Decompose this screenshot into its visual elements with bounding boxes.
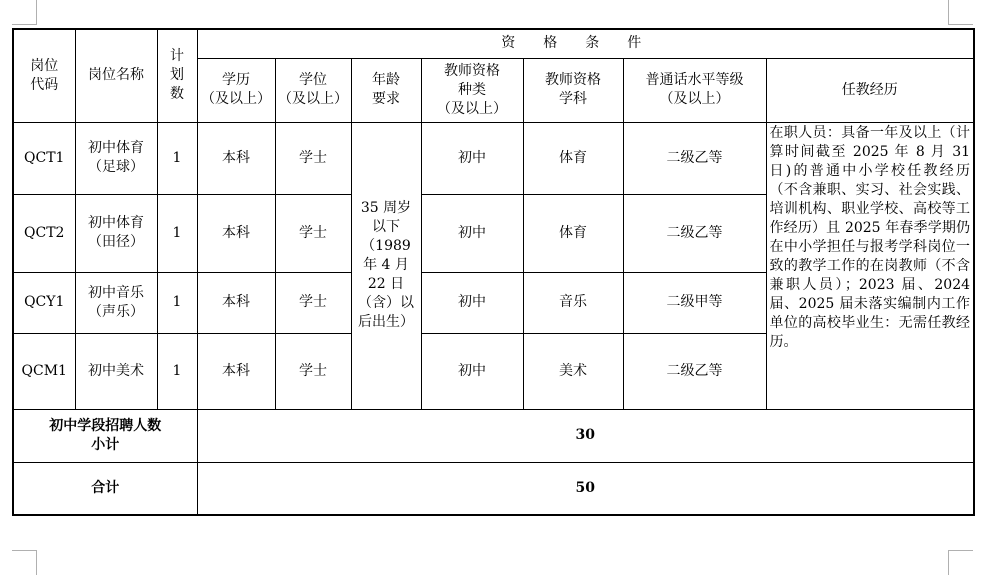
header-cert-type: 教师资格 种类 （及以上）	[421, 58, 523, 122]
crop-mark-top-left	[12, 0, 37, 25]
post-name: 初中体育 （田径）	[75, 194, 157, 272]
header-age: 年龄 要求	[351, 58, 421, 122]
post-code: QCT1	[13, 122, 75, 194]
crop-mark-top-right	[948, 0, 973, 25]
post-code: QCM1	[13, 333, 75, 409]
post-name: 初中音乐 （声乐）	[75, 272, 157, 333]
cert-subject: 体育	[523, 194, 623, 272]
cert-subject: 音乐	[523, 272, 623, 333]
cert-type: 初中	[421, 333, 523, 409]
mandarin-level: 二级乙等	[623, 194, 766, 272]
header-experience: 任教经历	[766, 58, 974, 122]
plan-count: 1	[157, 194, 197, 272]
post-code: QCY1	[13, 272, 75, 333]
header-mandarin: 普通话水平等级 （及以上）	[623, 58, 766, 122]
post-code: QCT2	[13, 194, 75, 272]
cert-type: 初中	[421, 194, 523, 272]
degree: 学士	[275, 272, 351, 333]
subtotal-label: 初中学段招聘人数 小计	[13, 409, 197, 462]
post-name: 初中体育 （足球）	[75, 122, 157, 194]
header-cert-subject: 教师资格 学科	[523, 58, 623, 122]
cert-type: 初中	[421, 272, 523, 333]
education: 本科	[197, 194, 275, 272]
crop-mark-bottom-right	[948, 550, 973, 575]
mandarin-level: 二级甲等	[623, 272, 766, 333]
header-plan-count: 计 划 数	[157, 29, 197, 122]
recruitment-table	[12, 28, 975, 516]
total-label: 合计	[13, 462, 197, 515]
post-name: 初中美术	[75, 333, 157, 409]
education: 本科	[197, 272, 275, 333]
mandarin-level: 二级乙等	[623, 122, 766, 194]
plan-count: 1	[157, 122, 197, 194]
plan-count: 1	[157, 333, 197, 409]
header-degree: 学位 （及以上）	[275, 58, 351, 122]
age-requirement: 35 周岁 以下 （1989 年 4 月 22 日 （含）以 后出生）	[351, 122, 421, 409]
degree: 学士	[275, 333, 351, 409]
degree: 学士	[275, 194, 351, 272]
subtotal-row	[13, 409, 974, 462]
header-post-code: 岗位 代码	[13, 29, 75, 122]
header-education: 学历 （及以上）	[197, 58, 275, 122]
total-row	[13, 462, 974, 515]
education: 本科	[197, 122, 275, 194]
mandarin-level: 二级乙等	[623, 333, 766, 409]
header-post-name: 岗位名称	[75, 29, 157, 122]
subtotal-value: 30	[197, 409, 974, 462]
cert-type: 初中	[421, 122, 523, 194]
header-qualifications: 资格条件	[197, 29, 974, 58]
crop-mark-bottom-left	[12, 550, 37, 575]
cert-subject: 体育	[523, 122, 623, 194]
experience-requirement: 在职人员：具备一年及以上（计算时间截至 2025 年 8 月 31 日)的普通中小学校任教经历（不含兼职、实习、社会实践、培训机构、职业学校、高校等工作经历）且 2025 年春季学期仍在中小学担任与报考学科岗位一致的教学工作的在岗教师（不含兼职人员）；2023 届、2024 届、2025 届未落实编制内工作单位的高校毕业生：无需任教经历。	[766, 122, 974, 409]
total-value: 50	[197, 462, 974, 515]
cert-subject: 美术	[523, 333, 623, 409]
education: 本科	[197, 333, 275, 409]
table-row	[13, 122, 974, 194]
degree: 学士	[275, 122, 351, 194]
plan-count: 1	[157, 272, 197, 333]
